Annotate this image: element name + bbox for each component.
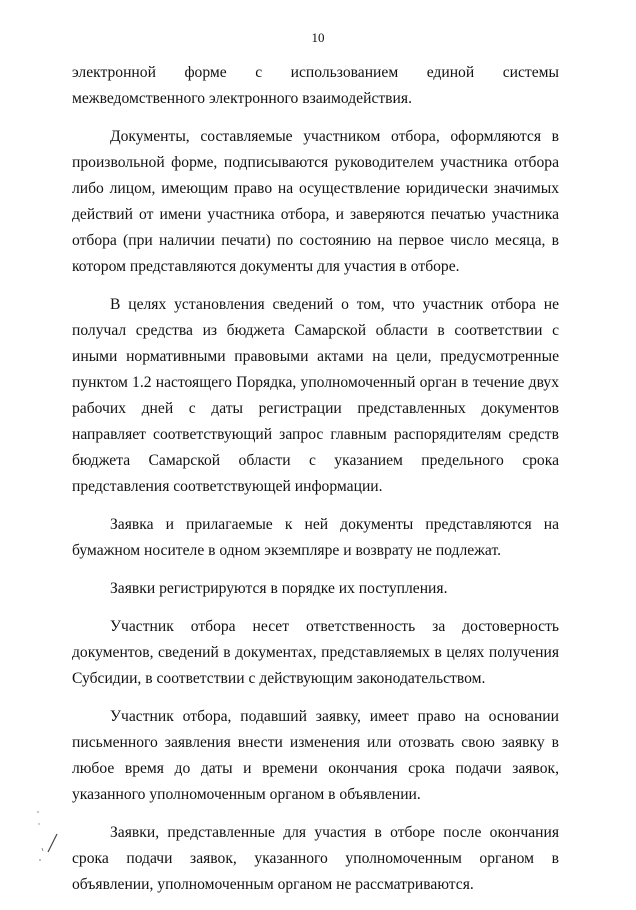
paragraph: В целях установления сведений о том, что участник отбора не получал средства из бюджета Самарской области в соответствии с иными нормативными правовыми актами на цели, предусмотренные пунктом 1.2 настоящего Порядка, уполномоченный орган в течение двух рабочих дней с даты регистрации представленных документов направляет соответствующий запрос главным распорядителям средств бюджета Самарской области с указанием предельного срока представления соответствующей информации.: [72, 296, 559, 495]
paragraph: электронной форме с использованием единой системы межведомственного электронного взаимодействия.: [72, 64, 559, 107]
document-body: [72, 60, 559, 910]
paragraph: Заявка и прилагаемые к ней документы представляются на бумажном носителе в одном экземпляре и возврату не подлежат.: [72, 516, 559, 559]
paragraph: Заявки регистрируются в порядке их поступления.: [110, 580, 448, 597]
scan-artifact-mark: [30, 800, 70, 880]
paragraph: Документы, составляемые участником отбора, оформляются в произвольной форме, подписываются руководителем участника отбора либо лицом, имеющим право на осуществление юридически значимых действий от имени участника отбора, и заверяются печатью участника отбора (при наличии печати) по состоянию на первое число месяца, в котором представляются документы для участия в отборе.: [72, 128, 559, 275]
paragraph: Заявки, представленные для участия в отборе после окончания срока подачи заявок, указанного уполномоченным органом в объявлении, уполномоченным органом не рассматриваются.: [72, 824, 559, 893]
page-number: 10: [311, 30, 325, 45]
paragraph: Участник отбора, подавший заявку, имеет право на основании письменного заявления внести изменения или отозвать свою заявку в любое время до даты и времени окончания срока подачи заявок, указанного уполномоченным органом в объявлении.: [72, 708, 559, 803]
paragraph: Участник отбора несет ответственность за достоверность документов, сведений в документах, представляемых в целях получения Субсидии, в соответствии с действующим законодательством.: [72, 618, 559, 687]
